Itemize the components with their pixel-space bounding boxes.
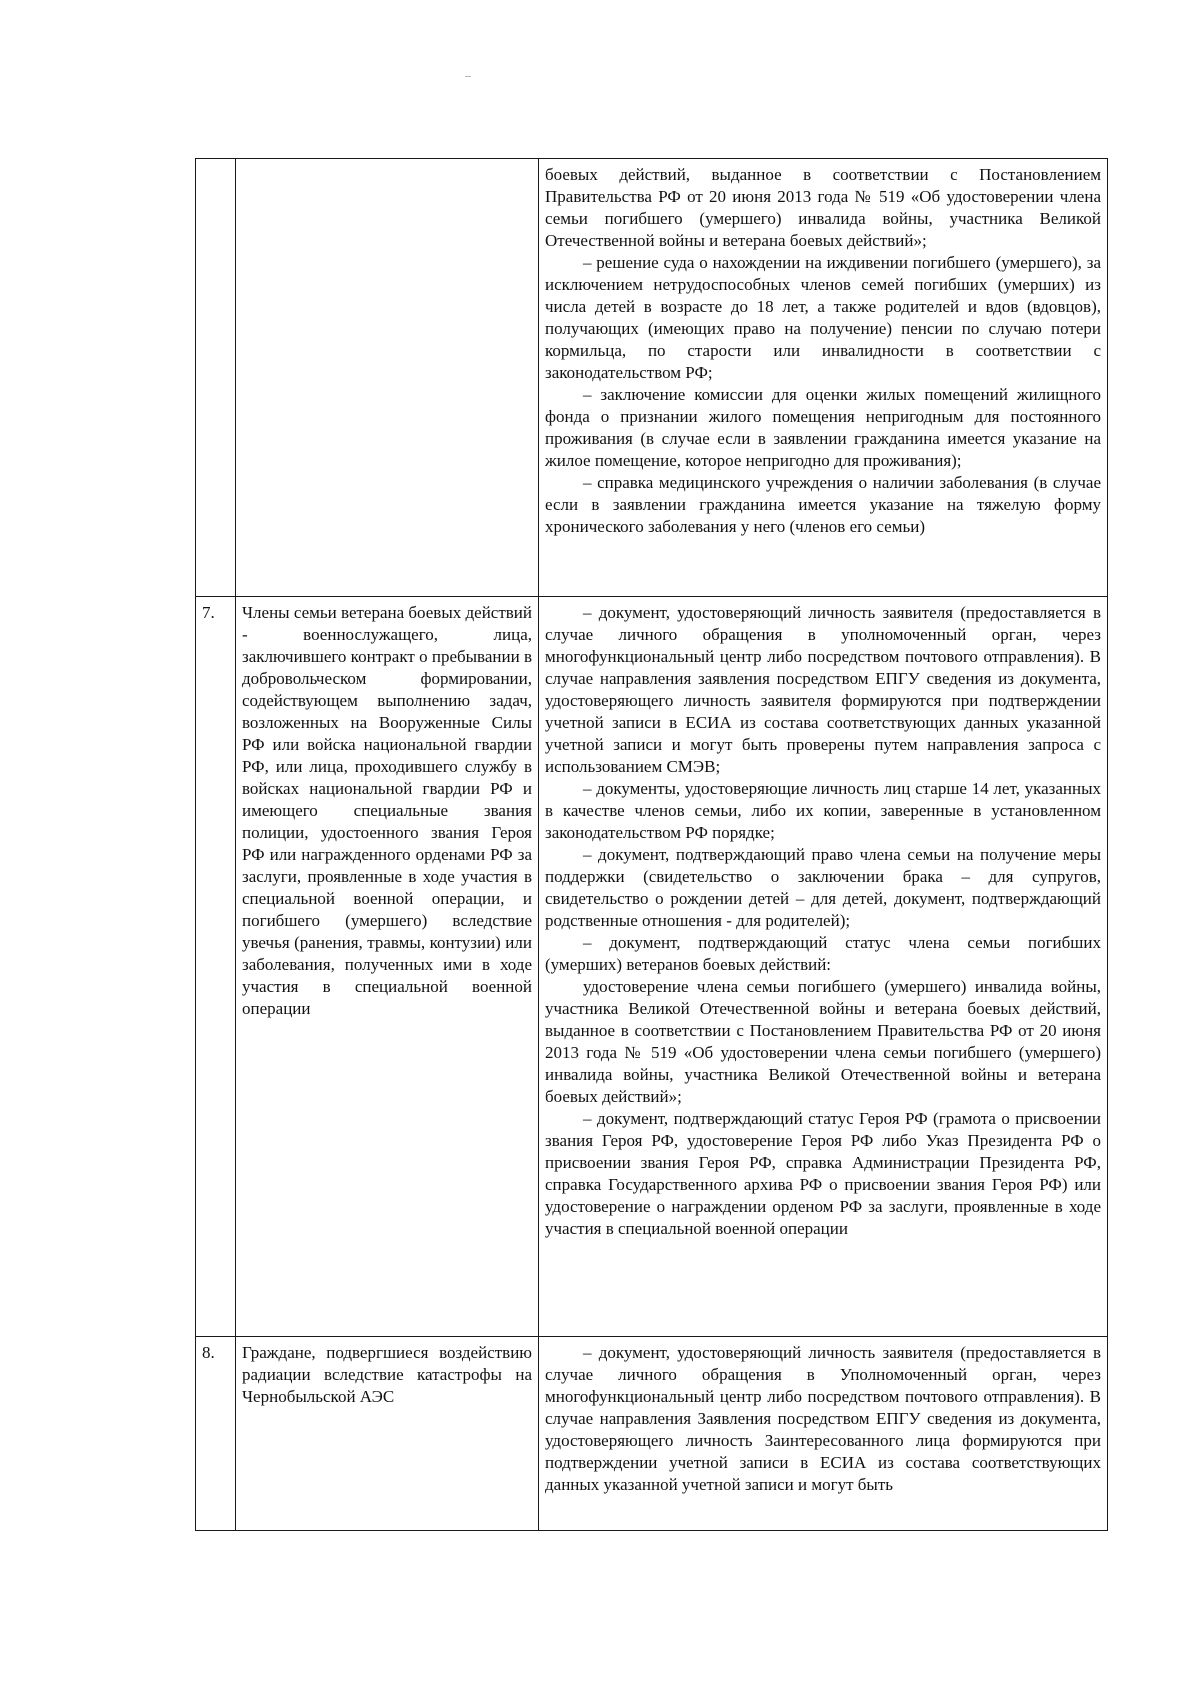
row-number: 8. (196, 1337, 236, 1531)
document-item: – документ, удостоверяющий личность заявителя (предоставляется в случае личного обращения в уполномоченный орган, через многофункциональный центр либо посредством почтового отправления). В случае направления заявления посредством ЕПГУ сведения из документа, удостоверяющего личность заявителя формируются при подтверждении учетной записи в ЕСИА из состава соответствующих данных указанной учетной записи и могут быть проверены путем направления запроса с использованием СМЭВ; (545, 603, 1101, 776)
category-cell (236, 1337, 539, 1531)
document-item: – документы, удостоверяющие личность лиц старше 14 лет, указанных в качестве членов семьи, либо их копии, заверенные в установленном законодательством РФ порядке; (545, 779, 1101, 842)
document-item: – документ, подтверждающий право члена семьи на получение меры поддержки (свидетельство о заключении брака – для супругов, свидетельство о рождении детей – для детей, документ, подтверждающий родственные отношения - для родителей); (545, 845, 1101, 930)
document-item: – заключение комиссии для оценки жилых помещений жилищного фонда о признании жилого помещения непригодным для постоянного проживания (в случае если в заявлении гражданина имеется указание на жилое помещение, которое непригодно для проживания); (545, 385, 1101, 470)
category-cell (236, 597, 539, 1337)
document-item: – документ, удостоверяющий личность заявителя (предоставляется в случае личного обращения в Уполномоченный орган, через многофункциональный центр либо посредством почтового отправления). В случае направления Заявления посредством ЕПГУ сведения из документа, удостоверяющего личность Заинтересованного лица формируются при подтверждении учетной записи в ЕСИА из состава соответствующих данных указанной учетной записи и могут быть (545, 1343, 1101, 1494)
table-row (196, 1337, 1108, 1531)
document-item: боевых действий, выданное в соответствии с Постановлением Правительства РФ от 20 июня 2013 года № 519 «Об удостоверении члена семьи погибшего (умершего) инвалида войны, участника Великой Отечественной войны и ветерана боевых действий»; (545, 165, 1101, 250)
document-item: – решение суда о нахождении на иждивении погибшего (умершего), за исключением нетрудоспособных членов семей погибших (умерших) из числа детей в возрасте до 18 лет, а также родителей и вдов (вдовцов), получающих (имеющих право на получение) пенсии по случаю потери кормильца, по старости или инвалидности в соответствии с законодательством РФ; (545, 253, 1101, 382)
document-item: удостоверение члена семьи погибшего (умершего) инвалида войны, участника Великой Отечественной войны и ветерана боевых действий, выданное в соответствии с Постановлением Правительства РФ от 20 июня 2013 года № 519 «Об удостоверении члена семьи погибшего (умершего) инвалида войны, участника Великой Отечественной войны и ветерана боевых действий»; (545, 977, 1101, 1106)
category-text: Члены семьи ветерана боевых действий - военнослужащего, лица, заключившего контракт о пребывании в добровольческом формировании, содействующем выполнению задач, возложенных на Вооруженные Силы РФ или войска национальной гвардии РФ, или лица, проходившего службу в войсках национальной гвардии РФ и имеющего специальные звания полиции, удостоенного звания Героя РФ или награжденного орденами РФ за заслуги, проявленные в ходе участия в специальной военной операции, и погибшего (умершего) вследствие увечья (ранения, травмы, контузии) или заболевания, полученных ими в ходе участия в специальной военной операции (242, 603, 532, 1018)
documents-cell (539, 1337, 1108, 1531)
document-item: – справка медицинского учреждения о наличии заболевания (в случае если в заявлении гражданина имеется указание на тяжелую форму хронического заболевания у него (членов его семьи) (545, 473, 1101, 536)
category-text: Граждане, подвергшиеся воздействию радиации вследствие катастрофы на Чернобыльской АЭС (242, 1343, 532, 1406)
document-item: – документ, подтверждающий статус члена семьи погибших (умерших) ветеранов боевых действий: (545, 933, 1101, 974)
table-row (196, 597, 1108, 1337)
table-row (196, 159, 1108, 597)
scan-speck (465, 76, 471, 77)
row-number: 7. (196, 597, 236, 1337)
eligibility-table (195, 158, 1108, 1531)
row-number (196, 159, 236, 597)
category-cell (236, 159, 539, 597)
document-item: – документ, подтверждающий статус Героя РФ (грамота о присвоении звания Героя РФ, удостоверение Героя РФ либо Указ Президента РФ о присвоении звания Героя РФ, справка Администрации Президента РФ, справка Государственного архива РФ о присвоении звания Героя РФ) или удостоверение о награждении орденом РФ за заслуги, проявленные в ходе участия в специальной военной операции (545, 1109, 1101, 1238)
documents-cell (539, 159, 1108, 597)
documents-cell (539, 597, 1108, 1337)
